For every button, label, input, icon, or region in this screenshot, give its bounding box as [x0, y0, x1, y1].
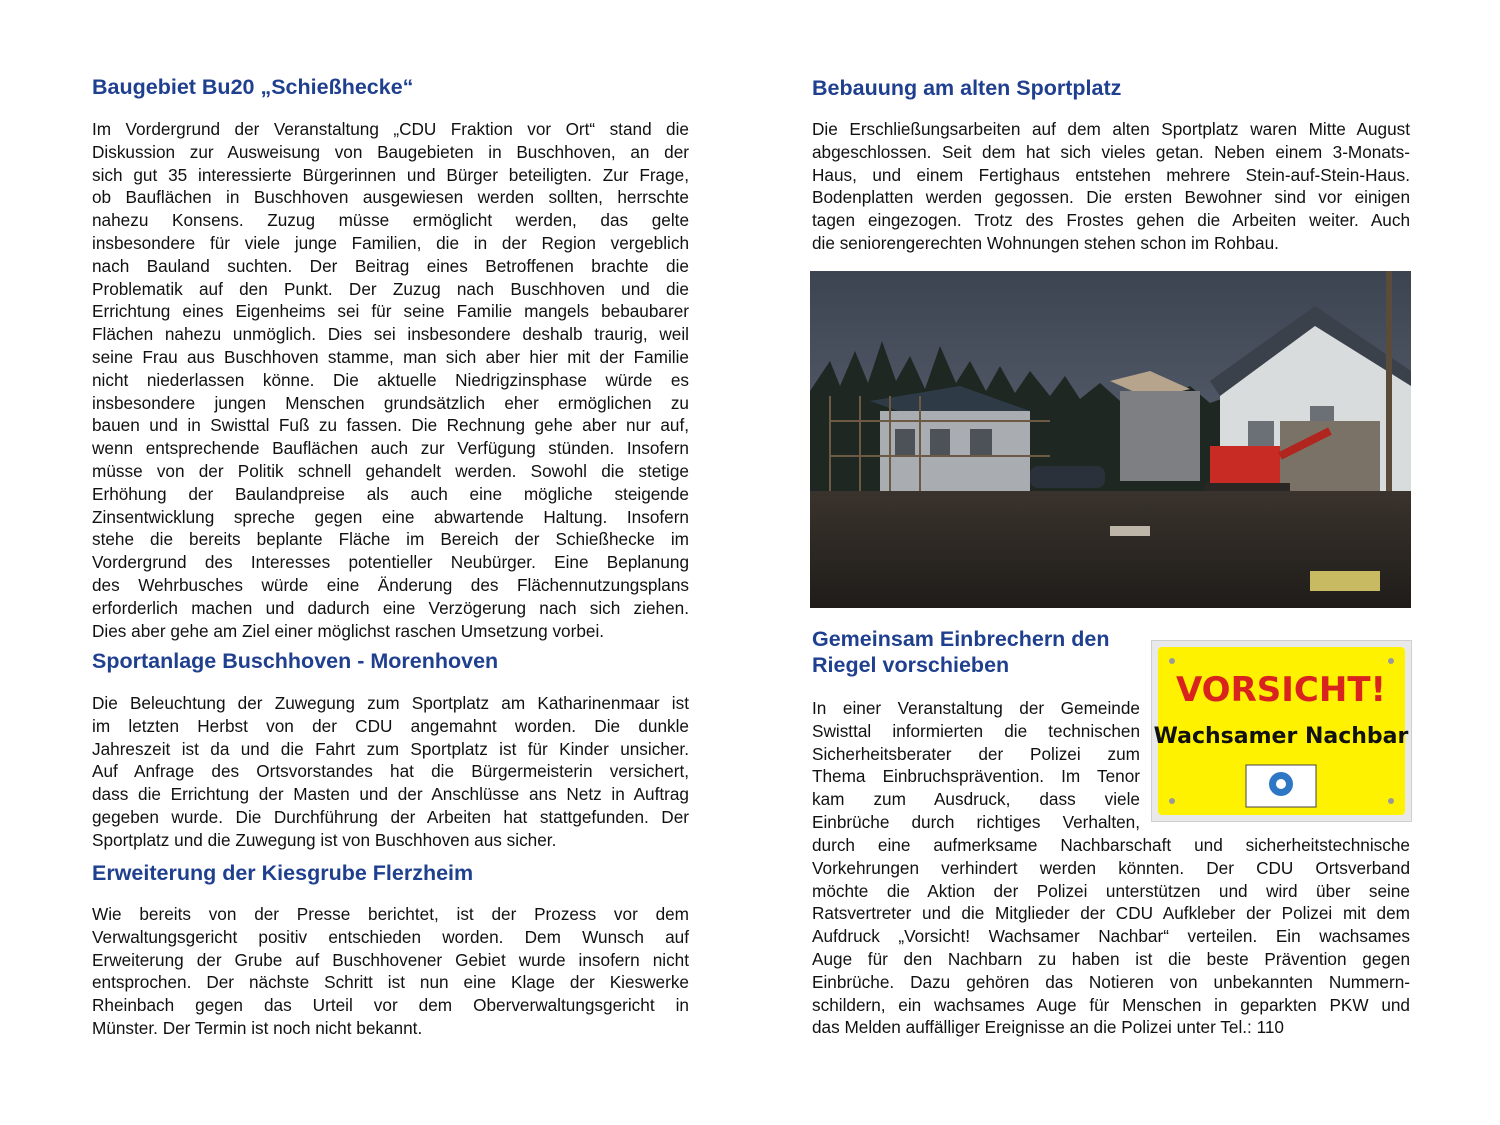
text-line: kam zum Ausdruck, dass viele [812, 789, 1140, 810]
text-line: schildern, ein wachsames Auge für Menschen in geparkten PKW und [812, 994, 1410, 1015]
text-line: durch eine aufmerksame Nachbarschaft und sicherheitstechnische [812, 835, 1410, 855]
text-line: Erweiterung der Grube auf Buschhovener Gebiet wurde insofern nicht [92, 949, 689, 970]
text-line: nicht niederlassen könne. Die aktuelle Niedrigzinsphase würde es [92, 369, 689, 390]
heading-baugebiet: Baugebiet Bu20 „Schießhecke“ [92, 75, 414, 99]
heading-einbrechern [812, 626, 1140, 678]
text-line: müsse von der Politik schnell gehandelt werden. Sowohl die stetige [92, 460, 689, 481]
heading-kiesgrube: Erweiterung der Kiesgrube Flerzheim [92, 861, 474, 885]
text-line: Jahreszeit ist da und die Fahrt zum Sportplatz ist für Kinder unsicher. [92, 738, 689, 759]
text-line: Vorkehrungen verhindert werden könnten. Der CDU Ortsverband [812, 857, 1410, 878]
text-line: Die Erschließungsarbeiten auf dem alten Sportplatz waren Mitte August [812, 119, 1410, 139]
text-line: Sicherheitsberater der Polizei zum [812, 743, 1140, 764]
paragraph-einbrechern-wide [812, 834, 1410, 1039]
text-line: bauen und in Swisttal Fuß zu fassen. Die Rechnung gehe aber nur auf, [92, 415, 689, 436]
text-line: gegeben wurde. Die Durchführung der Arbeiten hat stattgefunden. Der [92, 806, 689, 827]
text-line: Aufdruck „Vorsicht! Wachsamer Nachbar“ verteilen. Ein wachsames [812, 926, 1410, 947]
text-line: Verwaltungsgericht positiv entschieden worden. Dem Wunsch auf [92, 926, 689, 947]
text-line: Vordergrund des Interesses potentieller Neubürger. Eine Beplanung [92, 552, 689, 573]
text-line: dass die Errichtung der Masten und der Anschlüsse ans Netz in Auftrag [92, 784, 689, 805]
text-line: abgeschlossen. Seit dem hat sich vieles getan. Neben einem 3-Monats- [812, 141, 1410, 162]
text-line: Flächen nahezu unmöglich. Dies sei insbesondere deshalb traurig, weil [92, 324, 689, 345]
text-line: Dies aber gehe am Ziel einer möglichst raschen Umsetzung vorbei. [92, 620, 605, 641]
text-line: ob Bauflächen in Buschhoven ausgewiesen werden sollten, herrschte [92, 187, 689, 208]
text-line: das Melden auffälliger Ereignisse an die Polizei unter Tel.: 110 [812, 1017, 1284, 1038]
text-line: Bodenplatten werden gegossen. Die ersten Bewohner sind vor einigen [812, 187, 1410, 208]
paragraph-bebauung [812, 118, 1410, 255]
paragraph-baugebiet [92, 118, 689, 642]
text-line: Haus, und einem Fertighaus entstehen mehrere Stein-auf-Stein-Haus. [812, 164, 1410, 185]
sticker-line1: VORSICHT! [1175, 670, 1387, 710]
police-logo-icon [1246, 765, 1316, 807]
text-line: im letzten Herbst von der CDU angemahnt worden. Die dunkle [92, 715, 689, 736]
text-line: entsprochen. Der nächste Schritt ist nun eine Klage der Kieswerke [92, 972, 689, 993]
heading-bebauung: Bebauung am alten Sportplatz [812, 76, 1122, 100]
text-line: die seniorengerechten Wohnungen stehen schon im Rohbau. [812, 232, 1279, 253]
heading-sportanlage: Sportanlage Buschhoven - Morenhoven [92, 649, 499, 673]
sticker-line2: Wachsamer Nachbar [1153, 724, 1409, 749]
text-line: Wie bereits von der Presse berichtet, ist der Prozess vor dem [92, 904, 689, 924]
text-line: Zinsentwicklung spreche gegen eine abwartende Haltung. Insofern [92, 506, 689, 527]
text-line: erforderlich machen und dadurch eine Verzögerung nach sich ziehen. [92, 597, 689, 618]
paragraph-einbrechern-narrow [812, 697, 1140, 834]
text-line: insbesondere jungen Menschen grundsätzlich eher ermöglichen zu [92, 392, 689, 413]
text-line: Einbrüche durch richtiges Verhalten, [812, 811, 1140, 832]
text-line: nach Bauland suchten. Der Beitrag eines Betroffenen brachte die [92, 255, 689, 276]
text-line: Im Vordergrund der Veranstaltung „CDU Fraktion vor Ort“ stand die [92, 119, 689, 139]
text-line: Auge für den Nachbarn zu haben ist die beste Prävention gegen [812, 948, 1410, 969]
text-line: Einbrüche. Dazu gehören das Notieren von unbekannten Nummern- [812, 971, 1410, 992]
heading-einbrechern-line-2: Riegel vorschieben [812, 653, 1010, 677]
vorsicht-sticker-image [1151, 640, 1412, 822]
text-line: wenn entsprechende Bauflächen auch zur Verfügung stünden. Insofern [92, 438, 689, 459]
text-line: möchte die Aktion der Polizei unterstützen und wird über seine [812, 880, 1410, 901]
text-line: Sportplatz und die Zuwegung ist von Buschhoven aus sicher. [92, 829, 557, 850]
text-line: Auf Anfrage des Ortsvorstandes hat die Bürgermeisterin versichert, [92, 761, 689, 782]
text-line: nahezu Konsens. Zuzug müsse ermöglicht werden, das gelte [92, 210, 689, 231]
text-line: Errichtung eines Eigenheims sei für seine Familie mangels bebaubarer [92, 301, 689, 322]
text-line: stehe die bereits beplante Fläche im Bereich der Schießhecke im [92, 529, 689, 550]
construction-site-photo [810, 271, 1411, 608]
heading-einbrechern-line-1: Gemeinsam Einbrechern den [812, 627, 1110, 651]
text-line: sich gut 35 interessierte Bürgerinnen und Bürger beteiligten. Zur Frage, [92, 164, 689, 185]
text-line: tagen eingezogen. Trotz des Frostes gehen die Arbeiten weiter. Auch [812, 210, 1410, 231]
text-line: Rheinbach gegen das Urteil vor dem Oberverwaltungsgericht in [92, 995, 689, 1016]
text-line: In einer Veranstaltung der Gemeinde [812, 698, 1140, 718]
text-line: Thema Einbruchsprävention. Im Tenor [812, 766, 1140, 787]
text-line: Problematik auf den Punkt. Der Zuzug nach Buschhoven und die [92, 278, 689, 299]
text-line: Münster. Der Termin ist noch nicht bekannt. [92, 1017, 423, 1038]
text-line: seine Frau aus Buschhoven stamme, man sich aber hier mit der Familie [92, 346, 689, 367]
text-line: Swisttal informierten die technischen [812, 720, 1140, 741]
paragraph-kiesgrube [92, 903, 689, 1040]
text-line: des Wehrbusches würde eine Änderung des Flächennutzungsplans [92, 574, 689, 595]
paragraph-sportanlage [92, 692, 689, 852]
text-line: Ratsvertreter und die Mitglieder der CDU Aufkleber der Polizei mit dem [812, 903, 1410, 924]
text-line: Die Beleuchtung der Zuwegung zum Sportplatz am Katharinenmaar ist [92, 693, 689, 713]
text-line: Erhöhung der Baulandpreise als auch eine mögliche steigende [92, 483, 689, 504]
text-line: Diskussion zur Ausweisung von Baugebieten in Buschhoven, an der [92, 141, 689, 162]
text-line: insbesondere für viele junge Familien, die in der Region vergeblich [92, 232, 689, 253]
